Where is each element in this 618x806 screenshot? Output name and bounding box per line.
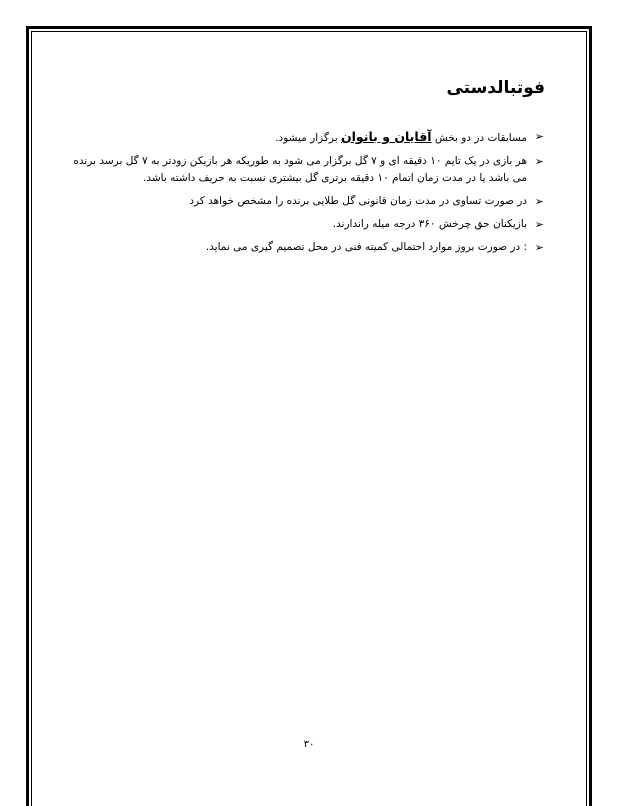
list-item-text: : در صورت بروز موارد احتمالی کمیته فنی در محل تصمیم گیری می نماید.	[205, 241, 527, 253]
arrow-bullet-icon: ➢	[534, 241, 544, 254]
arrow-bullet-icon: ➢	[534, 218, 544, 231]
list-item-text-after: برگزار میشود.	[275, 132, 341, 144]
list-item-text-line-1: هر بازی در یک تایم ۱۰ دقیقه ای و ۷ گل برگزار می شود به طوریکه هر بازیکن زودتر به ۷ گل برسد برنده	[73, 155, 527, 167]
arrow-bullet-icon: ➢	[534, 155, 544, 168]
list-item-text-line-2: می باشد یا در مدت زمان اتمام ۱۰ دقیقه برتری گل بیشتری نسبت به حریف داشته باشد.	[143, 172, 527, 184]
list-item	[64, 239, 544, 256]
page-title: فوتبالدستی	[446, 78, 545, 98]
list-item-text: بازیکنان حق چرخش ۳۶۰ درجه میله راندارند.	[332, 218, 527, 230]
list-item-emphasis: آقایان و بانوان	[340, 129, 432, 144]
list-item-text	[64, 128, 527, 147]
list-item	[64, 193, 544, 210]
arrow-bullet-icon: ➢	[534, 195, 544, 208]
list-item	[64, 153, 544, 187]
arrow-bullet-icon: ➢	[534, 130, 544, 143]
list-item	[64, 128, 544, 147]
list-item	[64, 216, 544, 233]
page-number: ۳۰	[303, 739, 315, 750]
rules-list	[64, 128, 544, 262]
list-item-text-before: مسابقات در دو بخش	[431, 132, 527, 144]
list-item-text: در صورت تساوی در مدت زمان قانونی گل طلایی برنده را مشخص خواهد کرد	[189, 195, 527, 207]
